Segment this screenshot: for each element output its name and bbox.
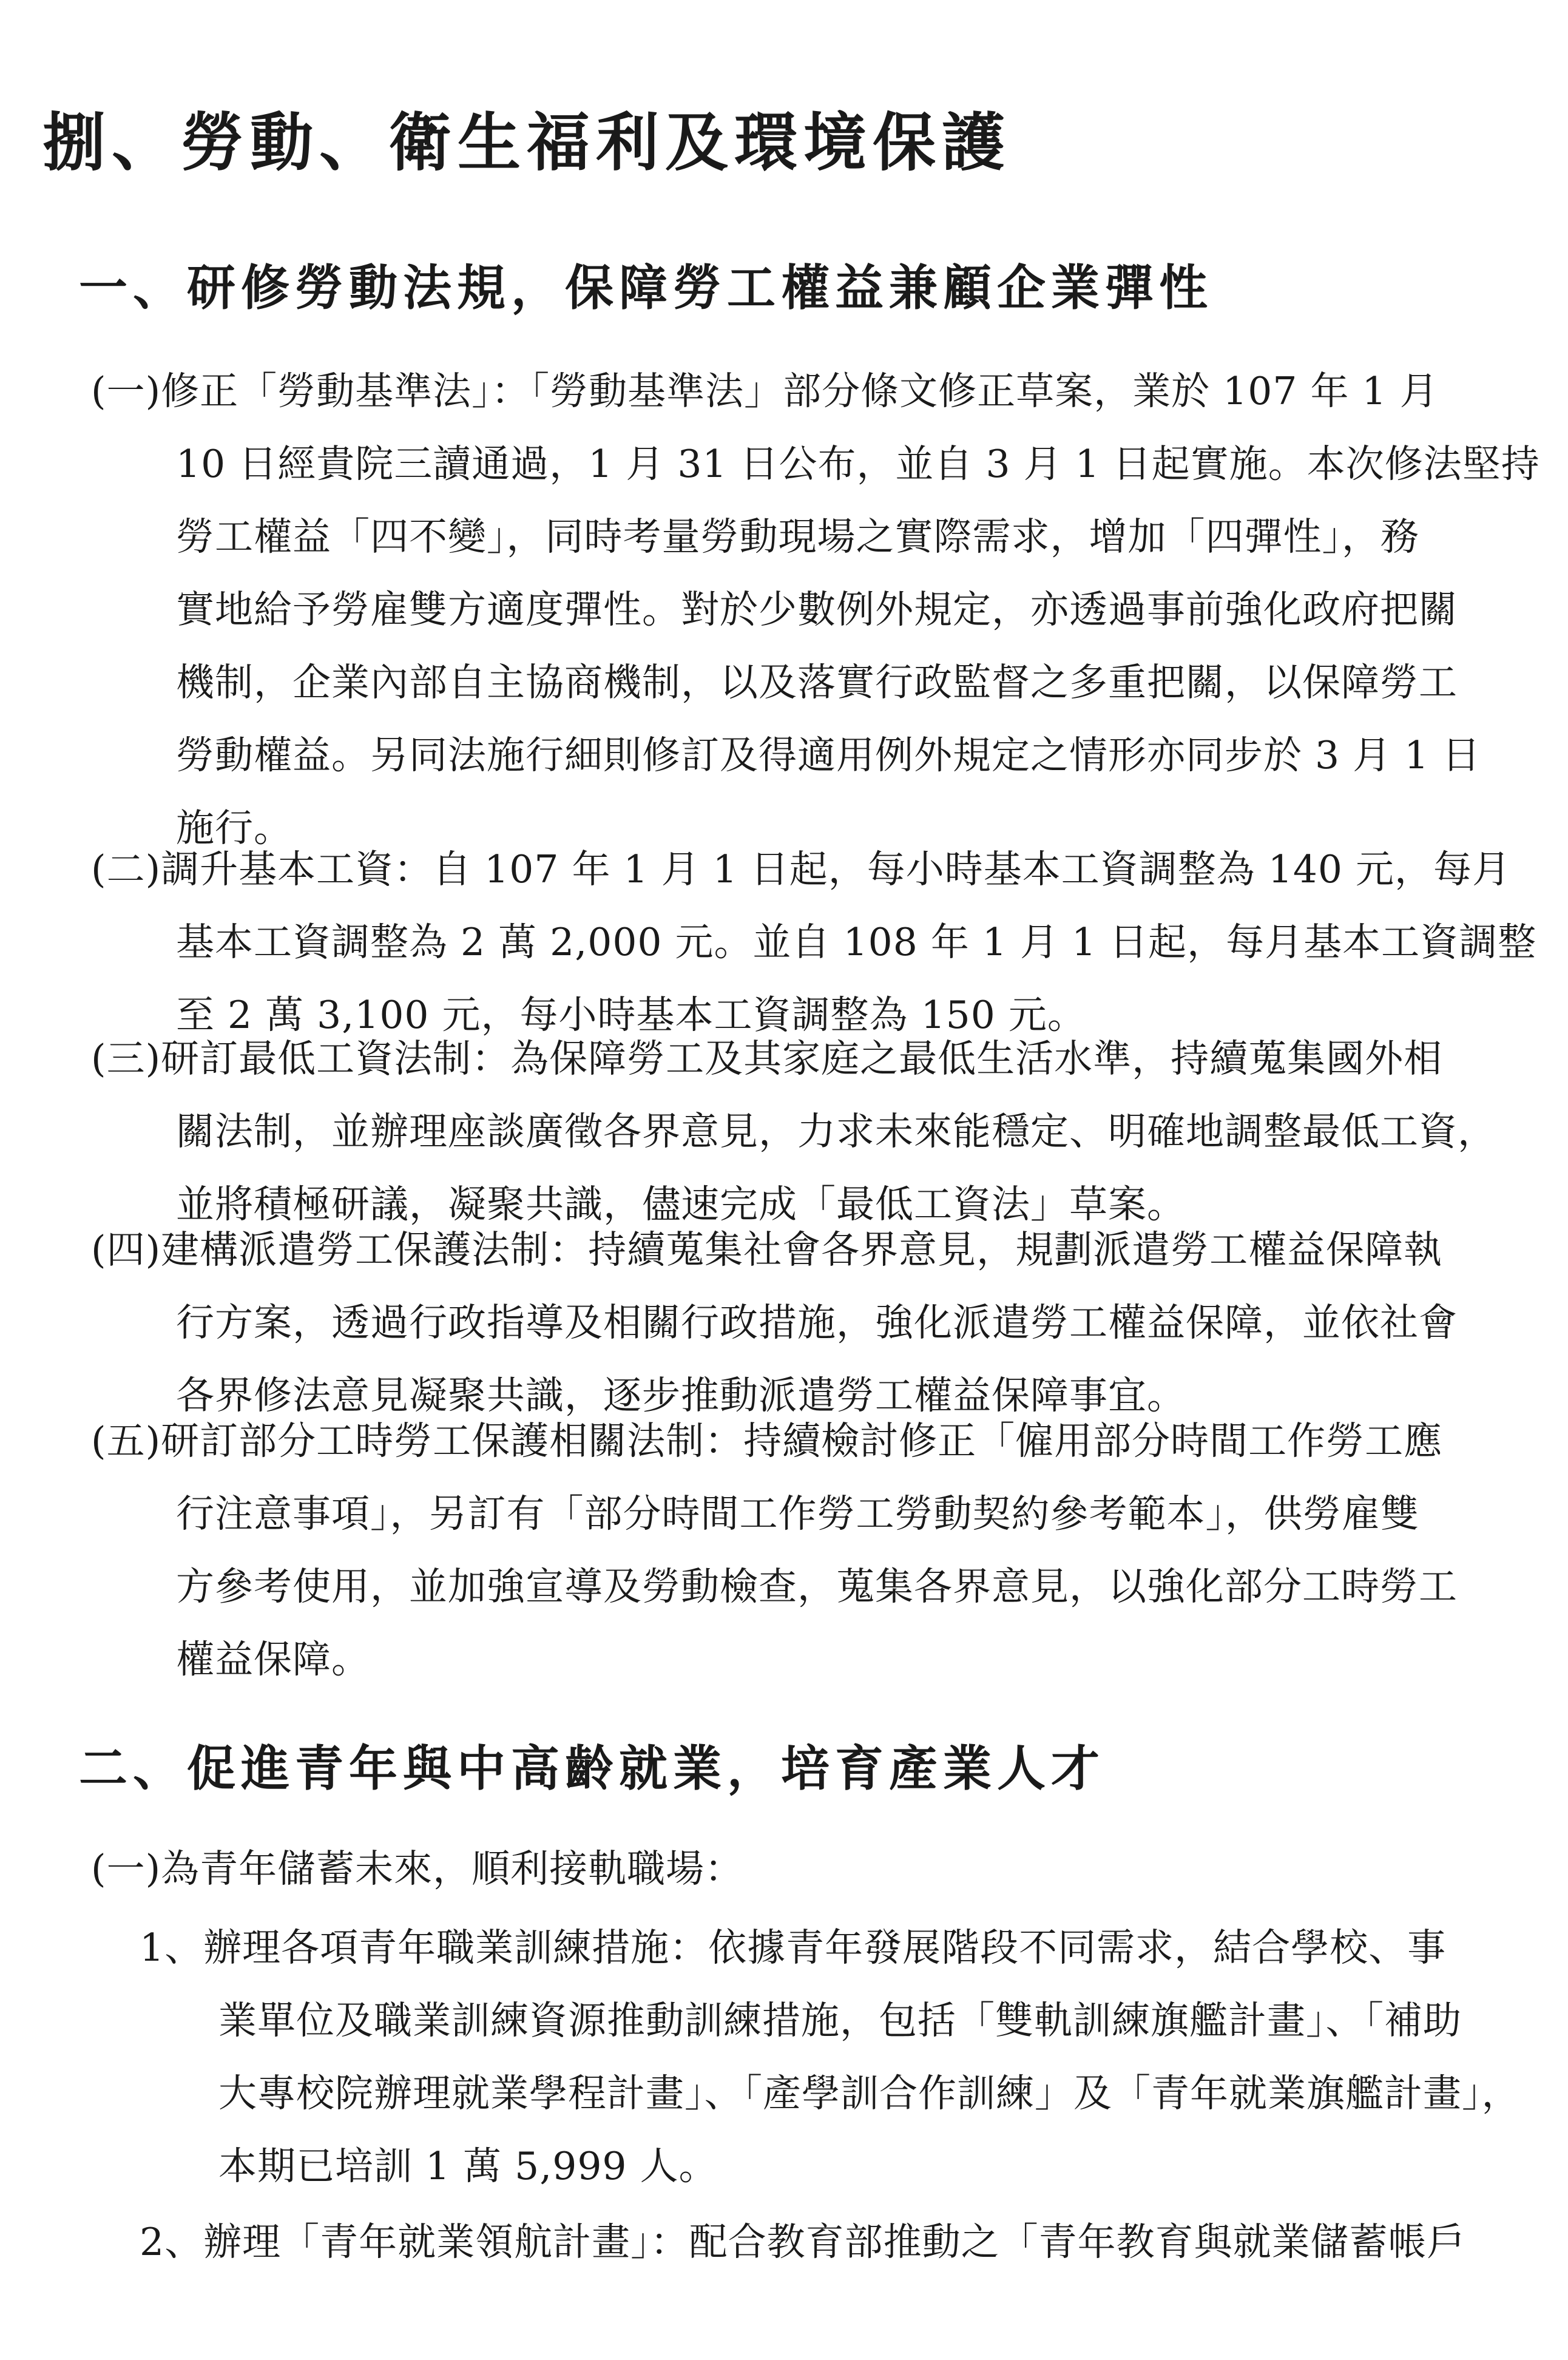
- subitem-line: 本期已培訓 1 萬 5,999 人。: [218, 2144, 718, 2188]
- paragraph-line: 權益保障。: [176, 1637, 370, 1682]
- paragraph-line: 10 日經貴院三讀通過，1 月 31 日公布，並自 3 月 1 日起實施。本次修法堅持: [176, 442, 1540, 486]
- paragraph-line: 勞動權益。另同法施行細則修訂及得適用例外規定之情形亦同步於 3 月 1 日: [176, 733, 1481, 777]
- paragraph-item-2: [91, 833, 1537, 1052]
- section-title-2: 二、促進青年與中高齡就業，培育產業人才: [79, 1740, 1105, 1797]
- paragraph-line: (四)建構派遣勞工保護法制：持續蒐集社會各界意見，規劃派遣勞工權益保障執: [91, 1228, 1443, 1272]
- section-title-1: 一、研修勞動法規，保障勞工權益兼顧企業彈性: [79, 260, 1213, 316]
- paragraph-line: (三)研訂最低工資法制：為保障勞工及其家庭之最低生活水準，持續蒐集國外相: [91, 1036, 1443, 1081]
- paragraph-line: 實地給予勞雇雙方適度彈性。對於少數例外規定，亦透過事前強化政府把關: [176, 587, 1458, 632]
- subitem-line: 2、辦理「青年就業領航計畫」：配合教育部推動之「青年教育與就業儲蓄帳戶: [140, 2220, 1466, 2264]
- paragraph-line: 基本工資調整為 2 萬 2,000 元。並自 108 年 1 月 1 日起，每月基本工資調整: [176, 920, 1537, 964]
- paragraph-line: 方參考使用，並加強宣導及勞動檢查，蒐集各界意見，以強化部分工時勞工: [176, 1564, 1458, 1609]
- paragraph-line: 並將積極研議，凝聚共識，儘速完成「最低工資法」草案。: [176, 1182, 1186, 1226]
- subitem-line: 業單位及職業訓練資源推動訓練措施，包括「雙軌訓練旗艦計畫」、「補助: [218, 1998, 1462, 2043]
- paragraph-item-1: [91, 355, 1540, 865]
- paragraph-line: (二)調升基本工資：自 107 年 1 月 1 日起，每小時基本工資調整為 140 元，每月: [91, 847, 1512, 891]
- paragraph-line: (五)研訂部分工時勞工保護相關法制：持續檢討修正「僱用部分時間工作勞工應: [91, 1419, 1443, 1463]
- paragraph-line: 行注意事項」，另訂有「部分時間工作勞工勞動契約參考範本」，供勞雇雙: [176, 1492, 1419, 1536]
- paragraph-item-6: [91, 1833, 1514, 1905]
- paragraph-line: 行方案，透過行政指導及相關行政措施，強化派遣勞工權益保障，並依社會: [176, 1300, 1458, 1345]
- subitem-line: 大專校院辦理就業學程計畫」、「產學訓合作訓練」及「青年就業旗艦計畫」，: [218, 2071, 1521, 2115]
- paragraph-line: 施行。: [176, 806, 292, 850]
- paragraph-item-4: [91, 1214, 1514, 1432]
- paragraph-line: (一)為青年儲蓄未來，順利接軌職場：: [91, 1847, 744, 1891]
- subitem-2: [140, 2206, 1514, 2279]
- paragraph-item-5: [91, 1405, 1514, 1696]
- subitem-1: [140, 1912, 1521, 2203]
- paragraph-line: 勞工權益「四不變」，同時考量勞動現場之實際需求，增加「四彈性」，務: [176, 515, 1419, 559]
- paragraph-item-3: [91, 1023, 1514, 1241]
- chapter-title: 捌、勞動、衛生福利及環境保護: [42, 106, 1012, 180]
- paragraph-line: (一)修正「勞動基準法」：「勞動基準法」部分條文修正草案，業於 107 年 1 月: [91, 369, 1439, 413]
- paragraph-line: 機制，企業內部自主協商機制，以及落實行政監督之多重把關，以保障勞工: [176, 660, 1458, 705]
- subitem-line: 1、辦理各項青年職業訓練措施：依據青年發展階段不同需求，結合學校、事: [140, 1926, 1447, 1970]
- paragraph-line: 至 2 萬 3,100 元，每小時基本工資調整為 150 元。: [176, 993, 1086, 1037]
- paragraph-line: 各界修法意見凝聚共識，逐步推動派遣勞工權益保障事宜。: [176, 1373, 1186, 1418]
- paragraph-line: 關法制，並辦理座談廣徵各界意見，力求未來能穩定、明確地調整最低工資，: [176, 1109, 1496, 1154]
